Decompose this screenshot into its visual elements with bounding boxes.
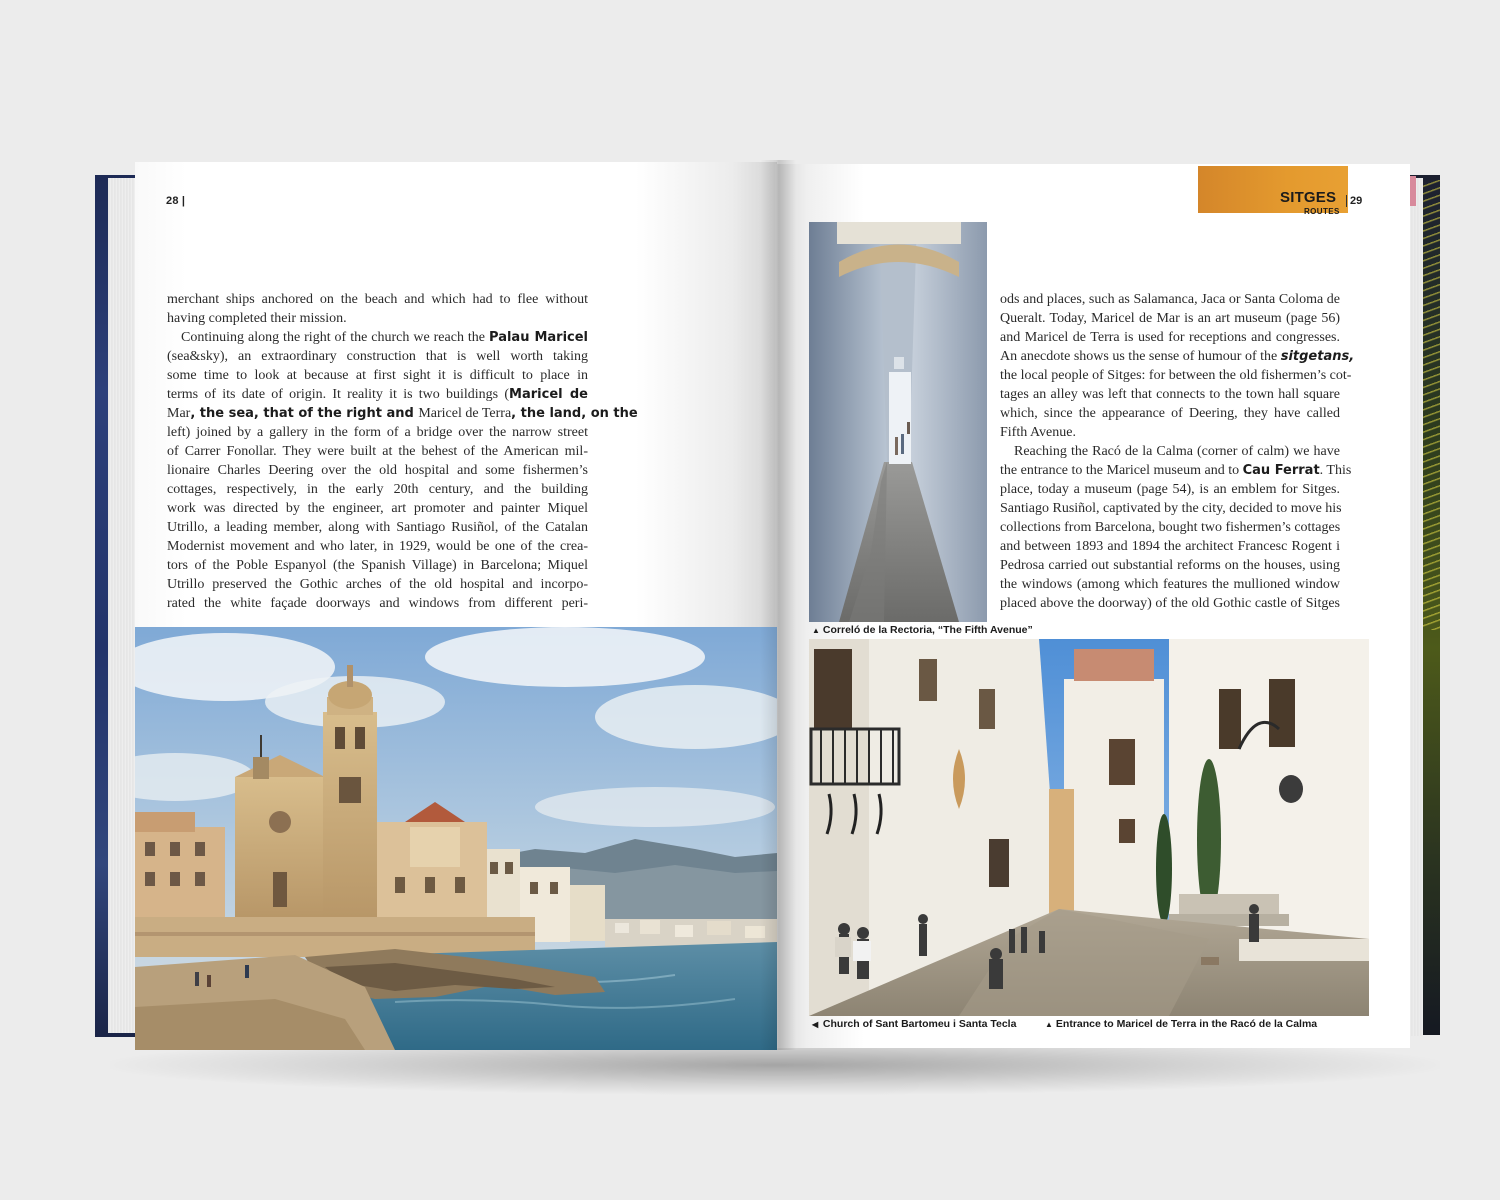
text-line: cottages, respectively, in the early 20th century, and the building <box>167 482 588 497</box>
caption-alley: ▲ Correló de la Rectoria, “The Fifth Avenue” <box>812 624 1033 636</box>
text-line: terms of its date of origin. It reality it is two buildings (Maricel de <box>167 387 588 402</box>
text-line: of Carrer Fonollar. They were built at the behest of the American mil- <box>167 444 588 459</box>
triangle-left-icon: ◀ <box>812 1020 819 1029</box>
text-line: Santiago Rusiñol, captivated by the city, decided to move his <box>1000 501 1342 516</box>
left-text-column <box>167 290 638 613</box>
text-line: and between 1893 and 1894 the architect Francesc Rogent i <box>1000 539 1340 554</box>
text-line: Utrillo, a leading member, along with Santiago Rusiñol, of the Catalan <box>167 520 588 535</box>
alley-photo <box>809 222 987 622</box>
triangle-up-icon: ▲ <box>812 626 820 635</box>
caption-entrance: ▲ Entrance to Maricel de Terra in the Racó de la Calma <box>1045 1018 1318 1030</box>
text-line: the windows (among which features the mullioned window <box>1000 577 1340 592</box>
text-line: which, since the appearance of Deering, they have called <box>1000 406 1340 421</box>
text-line: Mar, the sea, that of the right and Maricel de Terra, the land, on the <box>167 406 638 421</box>
page-number-left: 28 | <box>166 195 186 207</box>
text-line: lionaire Charles Deering over the old hospital and some fishermen’s <box>167 463 588 478</box>
text-line: some time to look at because at first sight it is difficult to place in <box>167 368 588 383</box>
text-line: Continuing along the right of the church we reach the Palau Maricel <box>181 330 589 345</box>
text-line: collections from Barcelona, bought two fishermen’s cottages <box>1000 520 1341 535</box>
right-text-column <box>1000 290 1355 613</box>
page-edges-left <box>108 178 138 1033</box>
text-line: Modernist movement and who later, in 1929, would be one of the crea- <box>167 539 588 554</box>
text-line: (sea&sky), an extraordinary construction that is well worth taking <box>167 349 588 364</box>
spine-shadow <box>760 160 796 1050</box>
text-line: the local people of Sitges: for between the old fishermen’s cot- <box>1000 368 1352 383</box>
text-line: work was directed by the engineer, art promoter and painter Miquel <box>167 501 588 516</box>
text-line: An anecdote shows us the sense of humour of the sitgetans, <box>1000 349 1355 364</box>
text-line: merchant ships anchored on the beach and which had to flee without <box>167 292 588 307</box>
text-line: tors of the Poble Espanyol (the Spanish Village) in Barcelona; Miquel <box>167 558 588 573</box>
text-line: having completed their mission. <box>167 311 347 326</box>
triangle-up-icon: ▲ <box>1045 1020 1053 1029</box>
text-line: placed above the doorway) of the old Gothic castle of Sitges <box>1000 596 1340 611</box>
section-title: SITGES <box>1280 189 1337 206</box>
text-line: Fifth Avenue. <box>1000 425 1076 440</box>
folio-divider <box>1346 195 1347 207</box>
caption-church: ◀ Church of Sant Bartomeu i Santa Tecla <box>812 1018 1017 1030</box>
text-line: Queralt. Today, Maricel de Mar is an art museum (page 56) <box>1000 311 1340 326</box>
text-line: rated the white façade doorways and windows from different peri- <box>167 596 588 611</box>
text-line: Pedrosa carried out substantial reforms on the houses, using <box>1000 558 1340 573</box>
church-photo <box>135 627 777 1050</box>
section-subtitle: ROUTES <box>1304 207 1340 216</box>
entrance-photo <box>809 639 1369 1016</box>
text-line: tages an alley was left that connects to the town hall square <box>1000 387 1340 402</box>
text-line: ods and places, such as Salamanca, Jaca or Santa Coloma de <box>1000 292 1340 307</box>
text-line: left) joined by a gallery in the form of a bridge over the narrow street <box>167 425 588 440</box>
text-line: Utrillo preserved the Gothic arches of the old hospital and incorpo- <box>167 577 588 592</box>
text-line: place, today a museum (page 54), is an emblem for Sitges. <box>1000 482 1340 497</box>
page-number-right: 29 <box>1350 195 1363 207</box>
text-line: and Maricel de Terra is used for receptions and congresses. <box>1000 330 1340 345</box>
text-line: the entrance to the Maricel museum and to Cau Ferrat. This <box>1000 463 1352 478</box>
text-line: Reaching the Racó de la Calma (corner of calm) we have <box>1014 444 1340 459</box>
